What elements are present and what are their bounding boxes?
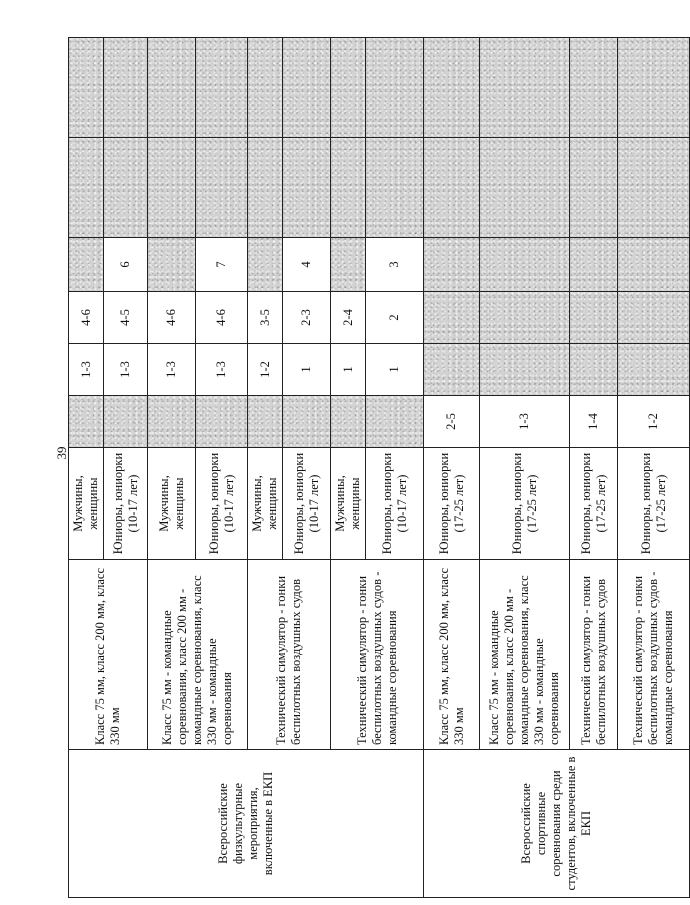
place-range-cell: 2-5 — [424, 396, 480, 448]
place-range-cell — [424, 238, 480, 292]
place-range-cell — [480, 292, 570, 344]
place-range-cell — [366, 138, 424, 238]
place-range-cell: 4 — [283, 238, 331, 292]
age-category-cell: Юниоры, юниорки (17-25 лет) — [570, 448, 618, 560]
place-range-cell: 1 — [283, 344, 331, 396]
place-range-cell: 6 — [104, 238, 148, 292]
rules-table-container — [68, 38, 675, 898]
table-row — [424, 38, 480, 898]
place-range-cell: 1 — [331, 344, 366, 396]
place-range-cell: 3 — [366, 238, 424, 292]
place-range-cell: 4-6 — [69, 292, 104, 344]
discipline-cell: Технический симулятор - гонки беспилотных воздушных судов — [570, 560, 618, 750]
place-range-cell: 1-3 — [104, 344, 148, 396]
age-category-cell: Юниоры, юниорки (10-17 лет) — [196, 448, 248, 560]
place-range-cell — [283, 38, 331, 138]
place-range-cell: 4-6 — [196, 292, 248, 344]
place-range-cell: 1-3 — [196, 344, 248, 396]
place-range-cell: 1-4 — [570, 396, 618, 448]
place-range-cell: 1-2 — [248, 344, 283, 396]
place-range-cell — [618, 38, 690, 138]
discipline-cell: Класс 75 мм - командные соревнования, класс 200 мм - командные соревнования, класс 330 мм - командные соревнования — [148, 560, 248, 750]
place-range-cell — [424, 344, 480, 396]
place-range-cell — [424, 292, 480, 344]
place-range-cell — [69, 138, 104, 238]
place-range-cell — [148, 38, 196, 138]
place-range-cell: 1 — [366, 344, 424, 396]
place-range-cell — [570, 292, 618, 344]
place-range-cell: 4-6 — [148, 292, 196, 344]
place-range-cell: 4-5 — [104, 292, 148, 344]
place-range-cell — [366, 396, 424, 448]
place-range-cell — [480, 38, 570, 138]
place-range-cell — [618, 292, 690, 344]
place-range-cell — [248, 138, 283, 238]
place-range-cell: 7 — [196, 238, 248, 292]
place-range-cell — [248, 38, 283, 138]
place-range-cell: 1-3 — [148, 344, 196, 396]
place-range-cell — [570, 138, 618, 238]
place-range-cell: 3-5 — [248, 292, 283, 344]
event-type-cell: Всероссийские физкультурные мероприятия, включенные в ЕКП — [69, 750, 424, 898]
place-range-cell — [618, 138, 690, 238]
place-range-cell — [69, 38, 104, 138]
place-range-cell — [480, 138, 570, 238]
place-range-cell — [196, 138, 248, 238]
table-row — [69, 38, 104, 898]
discipline-cell: Технический симулятор - гонки беспилотных воздушных судов — [248, 560, 331, 750]
place-range-cell — [331, 138, 366, 238]
place-range-cell — [480, 344, 570, 396]
discipline-cell: Технический симулятор - гонки беспилотных воздушных судов - командные соревнования — [331, 560, 424, 750]
place-range-cell — [424, 38, 480, 138]
place-range-cell — [331, 396, 366, 448]
place-range-cell: 1-3 — [480, 396, 570, 448]
place-range-cell — [148, 138, 196, 238]
age-category-cell: Юниоры, юниорки (17-25 лет) — [424, 448, 480, 560]
place-range-cell — [424, 138, 480, 238]
place-range-cell — [331, 238, 366, 292]
age-category-cell: Мужчины, женщины — [248, 448, 283, 560]
place-range-cell: 2-4 — [331, 292, 366, 344]
age-category-cell: Юниоры, юниорки (10-17 лет) — [283, 448, 331, 560]
rotated-table-frame — [68, 38, 675, 898]
place-range-cell: 1-2 — [618, 396, 690, 448]
place-range-cell — [618, 238, 690, 292]
place-range-cell — [104, 38, 148, 138]
rules-table — [68, 37, 690, 898]
discipline-cell: Технический симулятор - гонки беспилотных воздушных судов - командные соревнования — [618, 560, 690, 750]
page-number: 39 — [54, 446, 69, 460]
discipline-cell: Класс 75 мм, класс 200 мм, класс 330 мм — [424, 560, 480, 750]
age-category-cell: Мужчины, женщины — [69, 448, 104, 560]
place-range-cell: 1-3 — [69, 344, 104, 396]
place-range-cell — [196, 396, 248, 448]
place-range-cell — [283, 138, 331, 238]
place-range-cell — [366, 38, 424, 138]
discipline-cell: Класс 75 мм, класс 200 мм, класс 330 мм — [69, 560, 148, 750]
place-range-cell — [248, 396, 283, 448]
event-type-cell: Всероссийские спортивные соревнования среди студентов, включенные в ЕКП — [424, 750, 690, 898]
place-range-cell — [196, 38, 248, 138]
place-range-cell: 2-3 — [283, 292, 331, 344]
place-range-cell — [104, 138, 148, 238]
age-category-cell: Юниоры, юниорки (17-25 лет) — [480, 448, 570, 560]
place-range-cell — [480, 238, 570, 292]
table-body — [69, 38, 690, 898]
age-category-cell: Юниоры, юниорки (17-25 лет) — [618, 448, 690, 560]
place-range-cell — [104, 396, 148, 448]
place-range-cell — [148, 238, 196, 292]
age-category-cell: Мужчины, женщины — [331, 448, 366, 560]
age-category-cell: Юниоры, юниорки (10-17 лет) — [366, 448, 424, 560]
age-category-cell: Юниоры, юниорки (10-17 лет) — [104, 448, 148, 560]
place-range-cell — [618, 344, 690, 396]
place-range-cell — [148, 396, 196, 448]
place-range-cell — [570, 38, 618, 138]
place-range-cell — [69, 396, 104, 448]
place-range-cell — [570, 238, 618, 292]
discipline-cell: Класс 75 мм - командные соревнования, класс 200 мм - командные соревнования, класс 330 мм - командные соревнования — [480, 560, 570, 750]
place-range-cell — [331, 38, 366, 138]
place-range-cell: 2 — [366, 292, 424, 344]
place-range-cell — [283, 396, 331, 448]
place-range-cell — [248, 238, 283, 292]
age-category-cell: Мужчины, женщины — [148, 448, 196, 560]
place-range-cell — [69, 238, 104, 292]
place-range-cell — [570, 344, 618, 396]
